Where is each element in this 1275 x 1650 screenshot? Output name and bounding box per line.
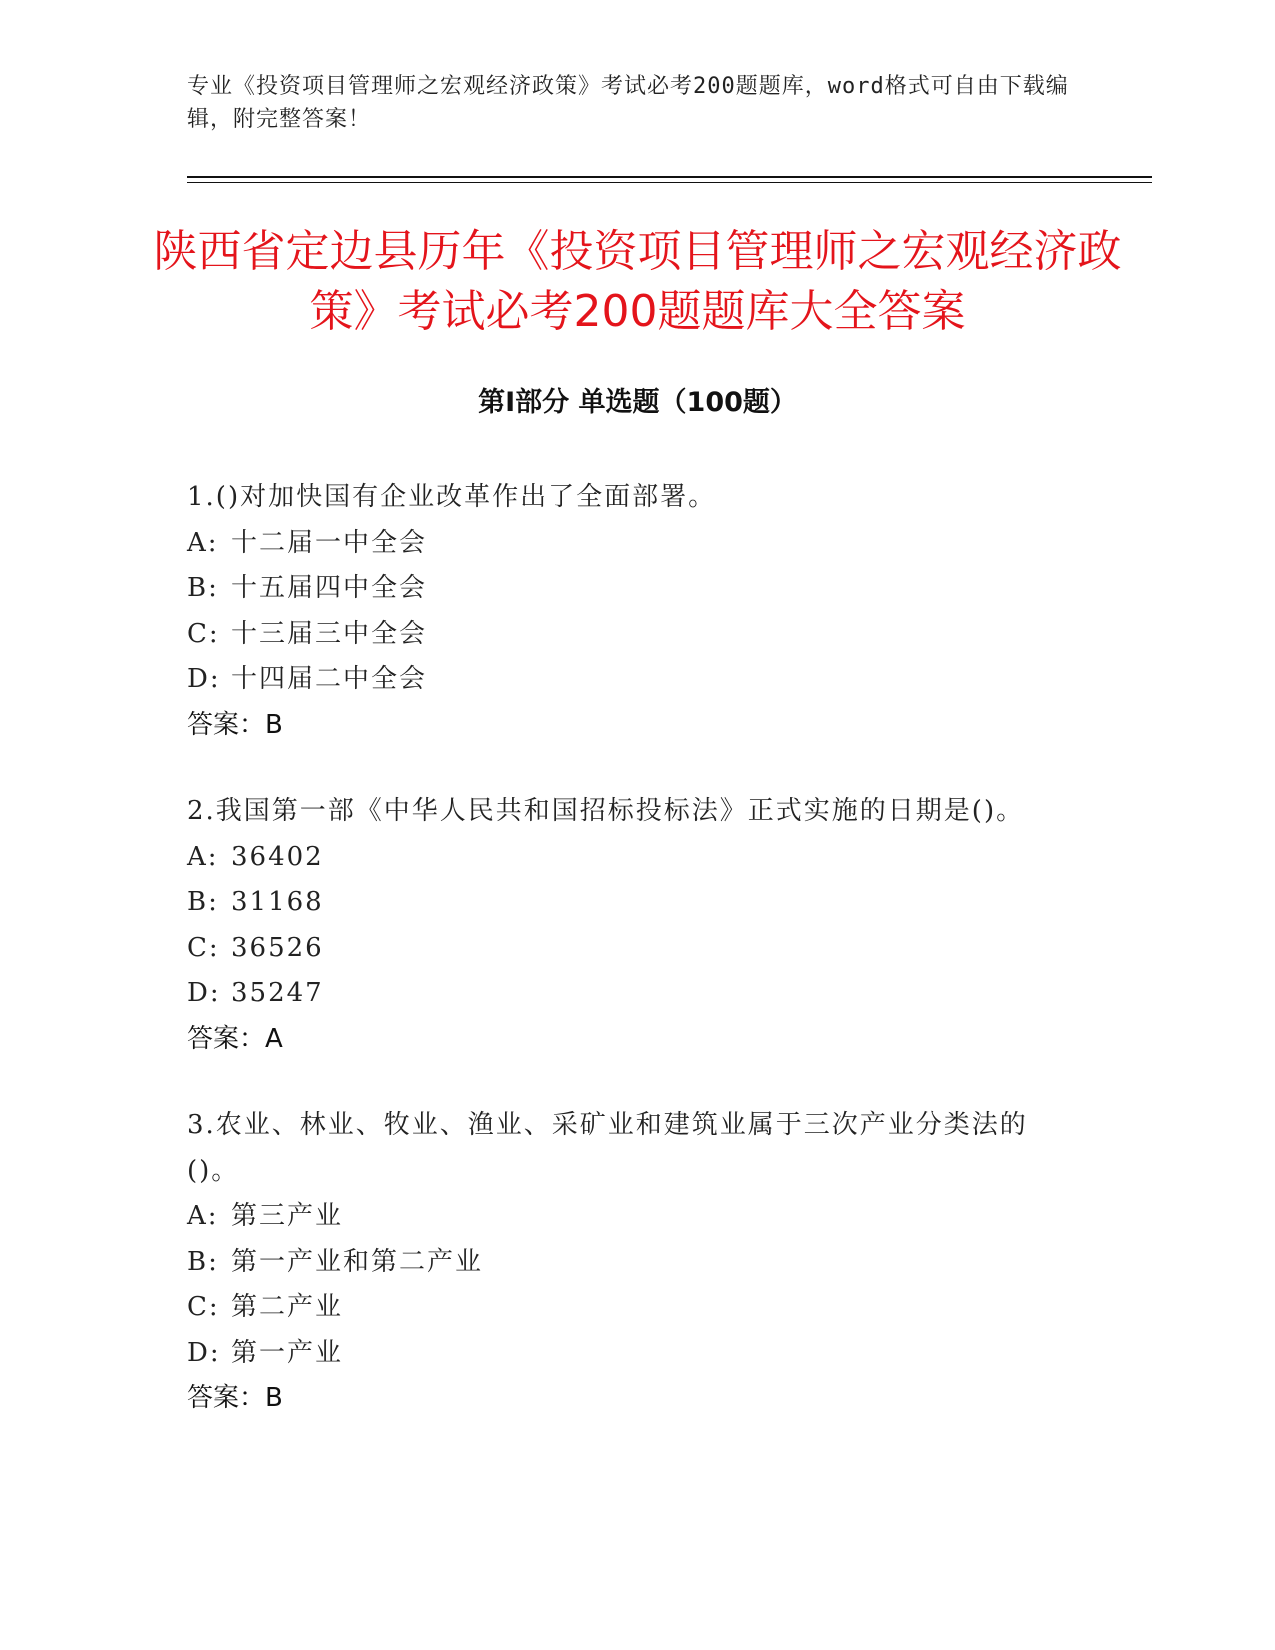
- option-label: B:: [187, 887, 219, 917]
- option-label: D:: [187, 664, 221, 694]
- option-text: 36526: [231, 932, 324, 963]
- option-text: 第一产业: [231, 1337, 344, 1368]
- option-text: 十五届四中全会: [231, 573, 428, 603]
- question-stem: 2.我国第一部《中华人民共和国招标投标法》正式实施的日期是()。: [187, 796, 1025, 826]
- option-c: [187, 926, 1067, 972]
- answer-value: B: [265, 1383, 283, 1413]
- header-rule-thick: [187, 176, 1152, 178]
- answer-value: A: [265, 1023, 283, 1054]
- option-a: [187, 835, 1067, 881]
- option-text: 十四届二中全会: [231, 664, 428, 694]
- header-note: 专业《投资项目管理师之宏观经济政策》考试必考200题题库，word格式可自由下载编辑，附完整答案！: [187, 74, 1069, 132]
- option-text: 35247: [231, 978, 324, 1008]
- answer-label: 答案：: [187, 709, 266, 740]
- option-label: A:: [187, 1201, 219, 1231]
- option-text: 第二产业: [231, 1292, 344, 1322]
- option-d: [187, 657, 1067, 703]
- option-b: [187, 880, 1067, 926]
- option-label: B:: [187, 573, 219, 603]
- option-label: D:: [187, 978, 221, 1008]
- option-text: 十二届一中全会: [231, 527, 428, 558]
- option-b: [187, 1240, 1067, 1286]
- option-b: [187, 566, 1067, 612]
- option-c: [187, 612, 1067, 658]
- option-label: D:: [187, 1337, 221, 1368]
- option-text: 第一产业和第二产业: [231, 1246, 484, 1277]
- question-stem: 3.农业、林业、牧业、渔业、采矿业和建筑业属于三次产业分类法的()。: [187, 1110, 1028, 1186]
- question-list: [187, 475, 1067, 1463]
- question-stem: 1.()对加快国有企业改革作出了全面部署。: [187, 482, 717, 512]
- option-label: A:: [187, 841, 219, 872]
- option-text: 第三产业: [231, 1201, 344, 1231]
- question-2: [187, 789, 1067, 1062]
- option-c: [187, 1285, 1067, 1331]
- option-d: [187, 1331, 1067, 1377]
- answer-line: [187, 1017, 1067, 1063]
- question-3: [187, 1103, 1067, 1422]
- section-title: 第Ⅰ部分 单选题（100题）: [478, 387, 797, 418]
- document-title: 陕西省定边县历年《投资项目管理师之宏观经济政策》考试必考200题题库大全答案: [153, 226, 1122, 337]
- option-text: 36402: [231, 841, 324, 872]
- answer-value: B: [265, 709, 283, 740]
- question-1: [187, 475, 1067, 748]
- option-label: B:: [187, 1246, 219, 1277]
- option-d: [187, 971, 1067, 1017]
- option-a: [187, 521, 1067, 567]
- answer-line: [187, 1376, 1067, 1422]
- answer-line: [187, 703, 1067, 749]
- option-label: A:: [187, 527, 219, 558]
- answer-label: 答案：: [187, 1383, 266, 1413]
- option-text: 31168: [231, 887, 324, 917]
- option-label: C:: [187, 1292, 220, 1322]
- option-a: [187, 1194, 1067, 1240]
- header-rule-thin: [187, 182, 1152, 183]
- option-text: 十三届三中全会: [231, 618, 428, 649]
- option-label: C:: [187, 618, 220, 649]
- answer-label: 答案：: [187, 1023, 266, 1054]
- option-label: C:: [187, 932, 220, 963]
